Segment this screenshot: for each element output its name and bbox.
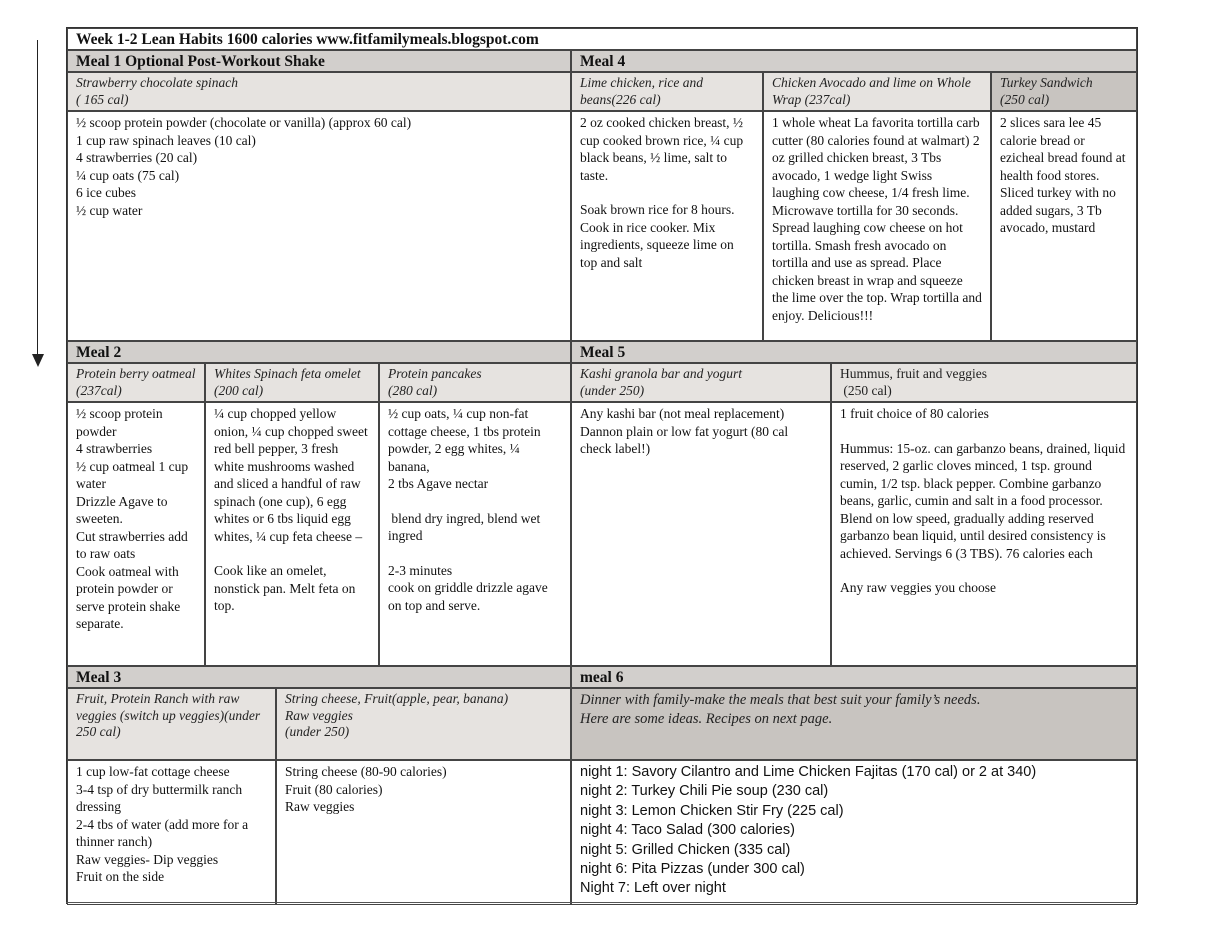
meal6-night-list bbox=[571, 760, 1137, 905]
meal4-b-text: 1 whole wheat La favorita tortilla carb cutter (80 calories found at walmart) 2 oz grilled chicken breast, 3 Tbs avocado, 1 wedge light Swiss laughing cow cheese, 1/4 fresh lime. Microwave tortilla for 30 seconds. Spread laughing cow cheese on hot tortilla. Smash fresh avocado on tortilla and use as spread. Place chicken breast in wrap and squeeze the lime over the top. Wrap tortilla and enjoy. Delicious!!! bbox=[772, 115, 982, 323]
bottom-divider bbox=[66, 902, 1136, 903]
night-item: night 4: Taco Salad (300 calories) bbox=[580, 822, 795, 839]
meal5-option-a-recipe bbox=[571, 402, 831, 666]
meal5-header: Meal 5 bbox=[571, 341, 1137, 363]
meal1-line: ½ scoop protein powder (chocolate or vanilla) (approx 60 cal) bbox=[76, 115, 412, 130]
meal5-b-hummus: Hummus: 15-oz. can garbanzo beans, drained, liquid reserved, 2 garlic cloves minced, 1 tsp. ground cumin, 1/2 tsp. black pepper. Combine garbanzo beans, garlic, cumin and salt in a food processor. Blend on low speed, gradually adding reserved garbanzo bean liquid, until desired consistency is achieved. Servings 6 (3 TBS). 76 calories each bbox=[840, 440, 1126, 561]
night-item: night 2: Turkey Chili Pie soup (230 cal) bbox=[580, 783, 829, 800]
night-item: night 6: Pita Pizzas (under 300 cal) bbox=[580, 861, 805, 878]
meal4-option-b-title: Chicken Avocado and lime on Whole Wrap (237cal) bbox=[763, 72, 991, 111]
meal5-b-fruit: 1 fruit choice of 80 calories bbox=[840, 406, 989, 421]
meal2-option-a-title: Protein berry oatmeal (237cal) bbox=[67, 363, 205, 402]
arrow-down-icon bbox=[32, 354, 44, 367]
meal2-header: Meal 2 bbox=[67, 341, 571, 363]
timeline-arrow-line bbox=[37, 40, 38, 356]
meal1-ingredients bbox=[67, 111, 571, 341]
meal4-option-a-title: Lime chicken, rice and beans(226 cal) bbox=[571, 72, 763, 111]
meal3-header: Meal 3 bbox=[67, 666, 571, 688]
meal3-b-text: String cheese (80-90 calories) Fruit (80 calories) Raw veggies bbox=[285, 764, 447, 814]
meal6-header: meal 6 bbox=[571, 666, 1137, 688]
meal5-option-b-title: Hummus, fruit and veggies (250 cal) bbox=[831, 363, 1137, 402]
meal1-header: Meal 1 Optional Post-Workout Shake bbox=[67, 50, 571, 72]
meal1-subtitle: Strawberry chocolate spinach ( 165 cal) bbox=[67, 72, 571, 111]
meal3-a-text: 1 cup low-fat cottage cheese 3-4 tsp of dry buttermilk ranch dressing 2-4 tbs of water (add more for a thinner ranch) Raw veggies- Dip veggies Fruit on the side bbox=[76, 764, 249, 884]
meal-plan-table bbox=[66, 27, 1138, 904]
night-item: night 5: Grilled Chicken (335 cal) bbox=[580, 841, 791, 858]
night-item: Night 7: Left over night bbox=[580, 880, 726, 897]
meal4-option-b-recipe bbox=[763, 111, 991, 341]
meal6-subtitle: Dinner with family-make the meals that best suit your family’s needs. Here are some ideas. Recipes on next page. bbox=[571, 688, 1137, 760]
meal2-option-c-title: Protein pancakes (280 cal) bbox=[379, 363, 571, 402]
meal1-line: ¼ cup oats (75 cal) bbox=[76, 167, 180, 183]
meal5-option-a-title: Kashi granola bar and yogurt (under 250) bbox=[571, 363, 831, 402]
page-title: Week 1-2 Lean Habits 1600 calories www.fitfamilymeals.blogspot.com bbox=[67, 28, 1137, 50]
meal4-a-steps: Soak brown rice for 8 hours. Cook in rice cooker. Mix ingredients, squeeze lime on top and salt bbox=[580, 202, 735, 270]
night-item: night 3: Lemon Chicken Stir Fry (225 cal) bbox=[580, 802, 844, 819]
meal1-line: 6 ice cubes bbox=[76, 185, 136, 200]
meal2-option-b-recipe bbox=[205, 402, 379, 666]
meal4-a-ingredients: 2 oz cooked chicken breast, ½ cup cooked brown rice, ¼ cup black beans, ½ lime, salt to taste. bbox=[580, 115, 744, 183]
meal3-option-a-title: Fruit, Protein Ranch with raw veggies (switch up veggies)(under 250 cal) bbox=[67, 688, 276, 760]
meal4-c-text: 2 slices sara lee 45 calorie bread or ezicheal bread found at health food stores. Sliced turkey with no added sugars, 3 Tb avocado, mustard bbox=[1000, 115, 1126, 235]
meal2-option-c-recipe bbox=[379, 402, 571, 666]
meal5-option-b-recipe bbox=[831, 402, 1137, 666]
meal5-a-text: Any kashi bar (not meal replacement) Dannon plain or low fat yogurt (80 cal check label!) bbox=[580, 406, 789, 456]
meal3-option-b-title: String cheese, Fruit(apple, pear, banana) Raw veggies (under 250) bbox=[276, 688, 571, 760]
meal2-b-ingredients: ¼ cup chopped yellow onion, ¼ cup chopped sweet red bell pepper, 3 fresh white mushrooms washed and sliced a handful of raw spinach (one cup), 6 egg whites or 6 tbs liquid egg whites, ¼ cup feta cheese – bbox=[214, 406, 368, 544]
meal3-option-a-recipe bbox=[67, 760, 276, 905]
meal1-line: 1 cup raw spinach leaves (10 cal) bbox=[76, 132, 256, 148]
meal2-a-text: ½ scoop protein powder 4 strawberries ½ cup oatmeal 1 cup water Drizzle Agave to sweeten. Cut strawberries add to raw oats Cook oatmeal with protein powder or serve protein shake separate. bbox=[76, 406, 189, 631]
meal5-b-veggies: Any raw veggies you choose bbox=[840, 580, 996, 595]
night-item: night 1: Savory Cilantro and Lime Chicken Fajitas (170 cal) or 2 at 340) bbox=[580, 764, 1037, 780]
meal3-option-b-recipe bbox=[276, 760, 571, 905]
meal2-c-ingredients: ½ cup oats, ¼ cup non-fat cottage cheese, 1 tbs protein powder, 2 egg whites, ¼ banana, 2 tbs Agave nectar bbox=[388, 406, 541, 491]
meal4-option-c-title: Turkey Sandwich (250 cal) bbox=[991, 72, 1137, 111]
meal1-line: 4 strawberries (20 cal) bbox=[76, 150, 198, 165]
meal2-c-blend: blend dry ingred, blend wet ingred bbox=[388, 510, 544, 543]
meal4-option-a-recipe bbox=[571, 111, 763, 341]
meal4-option-c-recipe bbox=[991, 111, 1137, 341]
meal4-header: Meal 4 bbox=[571, 50, 1137, 72]
meal2-b-steps: Cook like an omelet, nonstick pan. Melt feta on top. bbox=[214, 563, 356, 613]
meal2-c-cook: 2-3 minutes cook on griddle drizzle agave on top and serve. bbox=[388, 562, 548, 613]
meal1-line: ½ cup water bbox=[76, 202, 143, 218]
meal2-option-b-title: Whites Spinach feta omelet (200 cal) bbox=[205, 363, 379, 402]
meal2-option-a-recipe bbox=[67, 402, 205, 666]
